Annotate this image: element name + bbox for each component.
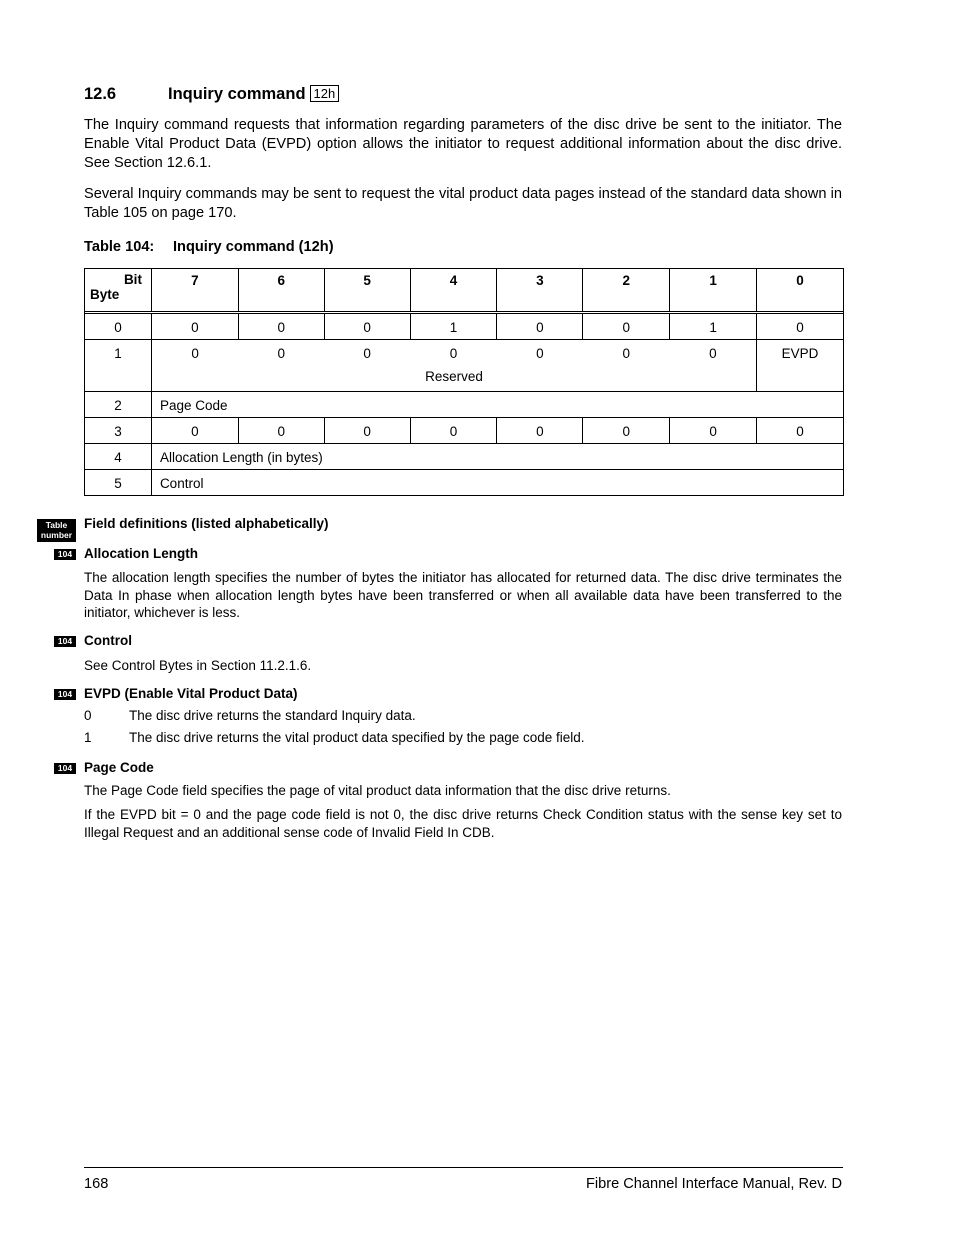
allocation-length-text: The allocation length specifies the number of bytes the initiator has allocated for returned data. The disc drive terminates the Data In phase when allocation length bytes have been transferred or when all available data have been transferred to the initiator, whichever is less.	[84, 570, 842, 620]
footer-rule	[84, 1167, 843, 1168]
control-cell: Control	[151, 470, 843, 496]
bit-cell: 0	[497, 340, 583, 367]
table-row	[85, 470, 844, 496]
table-ref-tag: 104	[54, 549, 76, 560]
bit-header: 1	[670, 269, 757, 312]
control-title: Control	[84, 633, 132, 648]
evpd-item	[84, 730, 585, 745]
table-row	[85, 418, 844, 444]
bit-header: 6	[238, 269, 324, 312]
section-title: Inquiry command	[168, 85, 306, 103]
page-code-text-evpd: If the EVPD bit = 0 and the page code field is not 0, the disc drive returns Check Condition status with the sense key set to Illegal Request and an additional sense code of Invalid Field In CDB.	[84, 807, 842, 840]
table-caption-label: Table 104:	[84, 239, 155, 255]
byte-cell: 2	[85, 392, 152, 418]
bit-cell: 0	[324, 340, 410, 367]
table-number-tag	[37, 519, 76, 542]
inquiry-command-table	[84, 268, 844, 496]
table-header-row	[85, 269, 844, 312]
table-row	[85, 444, 844, 470]
bit-header: 3	[497, 269, 583, 312]
byte-cell: 5	[85, 470, 152, 496]
bit-cell: 0	[324, 314, 410, 340]
evpd-item-key: 0	[84, 708, 92, 723]
bit-header: 4	[410, 269, 497, 312]
bit-cell: 0	[151, 314, 238, 340]
bit-cell: 0	[670, 340, 757, 367]
byte-cell: 4	[85, 444, 152, 470]
byte-cell: 1	[85, 340, 152, 392]
bit-cell: 1	[410, 314, 497, 340]
section-heading	[84, 85, 339, 104]
table-row	[85, 392, 844, 418]
bit-cell: 1	[670, 314, 757, 340]
second-paragraph: Several Inquiry commands may be sent to request the vital product data pages instead of the standard data shown in Table 105 on page 170.	[84, 186, 842, 221]
control-text: See Control Bytes in Section 11.2.1.6.	[84, 658, 312, 673]
corner-bit-label: Bit	[123, 272, 142, 287]
table-row	[85, 340, 844, 367]
table-caption-title: Inquiry command (12h)	[173, 239, 334, 255]
bit-header: 5	[324, 269, 410, 312]
document-title: Fibre Channel Interface Manual, Rev. D	[585, 1176, 842, 1192]
evpd-title: EVPD (Enable Vital Product Data)	[84, 686, 298, 701]
table-ref-tag: 104	[54, 636, 76, 647]
page-number: 168	[84, 1176, 109, 1192]
evpd-item	[84, 708, 416, 723]
bit-cell: 0	[151, 340, 238, 367]
section-number: 12.6	[84, 85, 117, 103]
table-ref-tag: 104	[54, 763, 76, 774]
bit-cell: 0	[238, 340, 324, 367]
tag-line: Table	[45, 520, 68, 530]
bit-cell: 0	[583, 314, 670, 340]
bit-cell: 0	[324, 418, 410, 444]
table-row	[85, 314, 844, 340]
bit-cell: 0	[757, 418, 844, 444]
opcode-box: 12h	[310, 85, 340, 102]
allocation-length-title: Allocation Length	[84, 546, 198, 561]
reserved-cell: Reserved	[151, 367, 756, 392]
evpd-item-key: 1	[84, 730, 92, 745]
bit-cell: 0	[583, 418, 670, 444]
page-code-text: The Page Code field specifies the page of vital product data information that the disc drive returns.	[84, 783, 671, 798]
evpd-item-text: The disc drive returns the vital product data specified by the page code field.	[129, 730, 585, 745]
field-definitions-heading: Field definitions (listed alphabetically)	[84, 516, 329, 531]
bit-cell: 0	[151, 418, 238, 444]
byte-cell: 0	[85, 314, 152, 340]
bit-cell: 0	[410, 418, 497, 444]
table-ref-tag: 104	[54, 689, 76, 700]
bit-header: 0	[757, 269, 844, 312]
table-corner-cell	[85, 269, 152, 312]
bit-cell: 0	[497, 418, 583, 444]
allocation-length-cell: Allocation Length (in bytes)	[151, 444, 843, 470]
table-caption	[84, 239, 334, 255]
bit-header: 2	[583, 269, 670, 312]
table-row-reserved	[85, 367, 844, 392]
bit-cell: 0	[238, 418, 324, 444]
corner-byte-label: Byte	[90, 287, 120, 302]
evpd-cell: EVPD	[757, 340, 844, 392]
bit-cell: 0	[497, 314, 583, 340]
intro-paragraph: The Inquiry command requests that information regarding parameters of the disc drive be sent to the initiator. The Enable Vital Product Data (EVPD) option allows the initiator to request additional information about the disc drive. See Section 12.6.1.	[84, 117, 842, 171]
bit-cell: 0	[583, 340, 670, 367]
tag-line: number	[40, 530, 73, 540]
bit-cell: 0	[757, 314, 844, 340]
page-code-cell: Page Code	[151, 392, 843, 418]
bit-cell: 0	[670, 418, 757, 444]
bit-cell: 0	[238, 314, 324, 340]
bit-header: 7	[151, 269, 238, 312]
byte-cell: 3	[85, 418, 152, 444]
evpd-item-text: The disc drive returns the standard Inquiry data.	[129, 708, 416, 723]
bit-cell: 0	[410, 340, 497, 367]
page-code-title: Page Code	[84, 760, 154, 775]
